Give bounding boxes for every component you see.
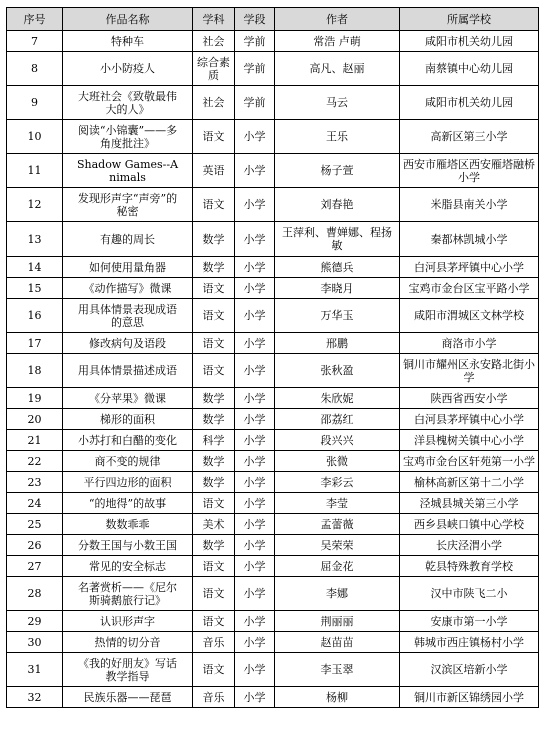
header-no: 序号 <box>7 8 63 31</box>
cell-subject: 语文 <box>193 611 235 632</box>
cell-title: 平行四边形的面积 <box>63 472 193 493</box>
cell-title: 发现形声字“声旁”的秘密 <box>63 188 193 222</box>
table-row <box>7 514 539 535</box>
cell-author: 屈金花 <box>275 556 400 577</box>
header-subject: 学科 <box>193 8 235 31</box>
cell-school: 铜川市耀州区永安路北街小学 <box>400 354 539 388</box>
cell-school: 陕西省西安小学 <box>400 388 539 409</box>
table-row <box>7 556 539 577</box>
cell-author: 荆丽丽 <box>275 611 400 632</box>
cell-subject: 语文 <box>193 333 235 354</box>
cell-author: 李晓月 <box>275 278 400 299</box>
cell-no: 25 <box>7 514 63 535</box>
cell-stage: 学前 <box>235 86 275 120</box>
cell-title: Shadow Games--Animals <box>63 154 193 188</box>
cell-no: 15 <box>7 278 63 299</box>
cell-no: 30 <box>7 632 63 653</box>
cell-no: 13 <box>7 222 63 257</box>
cell-no: 11 <box>7 154 63 188</box>
cell-title: 分数王国与小数王国 <box>63 535 193 556</box>
cell-title: 有趣的周长 <box>63 222 193 257</box>
cell-author: 马云 <box>275 86 400 120</box>
cell-author: 常浩 卢萌 <box>275 31 400 52</box>
cell-school: 南蔡镇中心幼儿园 <box>400 52 539 86</box>
cell-school: 长庆泾渭小学 <box>400 535 539 556</box>
cell-title: 用具体情景描述成语 <box>63 354 193 388</box>
cell-stage: 小学 <box>235 611 275 632</box>
cell-no: 14 <box>7 257 63 278</box>
cell-no: 22 <box>7 451 63 472</box>
cell-author: 熊德兵 <box>275 257 400 278</box>
cell-school: 泾城县城关第三小学 <box>400 493 539 514</box>
cell-subject: 数学 <box>193 409 235 430</box>
cell-author: 杨子萱 <box>275 154 400 188</box>
cell-author: 万华玉 <box>275 299 400 333</box>
cell-stage: 小学 <box>235 188 275 222</box>
header-stage: 学段 <box>235 8 275 31</box>
table-row <box>7 535 539 556</box>
cell-school: 咸阳市机关幼儿园 <box>400 86 539 120</box>
cell-author: 张秋盈 <box>275 354 400 388</box>
cell-title: 特种车 <box>63 31 193 52</box>
cell-school: 咸阳市渭城区文林学校 <box>400 299 539 333</box>
cell-title: 商不变的规律 <box>63 451 193 472</box>
cell-stage: 小学 <box>235 451 275 472</box>
cell-school: 西安市雁塔区西安雁塔融桥小学 <box>400 154 539 188</box>
table-row <box>7 31 539 52</box>
header-row <box>7 8 539 31</box>
table-row <box>7 430 539 451</box>
cell-stage: 小学 <box>235 535 275 556</box>
cell-stage: 小学 <box>235 354 275 388</box>
cell-subject: 数学 <box>193 451 235 472</box>
cell-no: 29 <box>7 611 63 632</box>
cell-author: 李彩云 <box>275 472 400 493</box>
cell-author: 朱欣妮 <box>275 388 400 409</box>
table-row <box>7 409 539 430</box>
cell-no: 16 <box>7 299 63 333</box>
cell-author: 李娜 <box>275 577 400 611</box>
cell-author: 孟蕾薇 <box>275 514 400 535</box>
cell-stage: 小学 <box>235 154 275 188</box>
cell-school: 宝鸡市金台区宝平路小学 <box>400 278 539 299</box>
cell-title: 《我的好朋友》写话教学指导 <box>63 653 193 687</box>
award-table <box>6 7 539 708</box>
cell-no: 9 <box>7 86 63 120</box>
cell-school: 米脂县南关小学 <box>400 188 539 222</box>
table-row <box>7 333 539 354</box>
cell-author: 李莹 <box>275 493 400 514</box>
cell-title: 民族乐器——琵琶 <box>63 687 193 708</box>
cell-no: 24 <box>7 493 63 514</box>
cell-title: 修改病句及语段 <box>63 333 193 354</box>
cell-title: 名著赏析——《尼尔斯骑鹅旅行记》 <box>63 577 193 611</box>
cell-stage: 小学 <box>235 278 275 299</box>
cell-stage: 小学 <box>235 388 275 409</box>
cell-subject: 语文 <box>193 188 235 222</box>
cell-subject: 数学 <box>193 257 235 278</box>
cell-author: 王乐 <box>275 120 400 154</box>
cell-stage: 小学 <box>235 556 275 577</box>
table-row <box>7 577 539 611</box>
table-row <box>7 472 539 493</box>
cell-stage: 小学 <box>235 653 275 687</box>
document-page <box>6 7 539 708</box>
cell-author: 赵苗苗 <box>275 632 400 653</box>
table-row <box>7 451 539 472</box>
cell-title: 梯形的面积 <box>63 409 193 430</box>
cell-no: 17 <box>7 333 63 354</box>
cell-school: 高新区第三小学 <box>400 120 539 154</box>
table-row <box>7 86 539 120</box>
cell-school: 宝鸡市金台区轩苑第一小学 <box>400 451 539 472</box>
cell-subject: 数学 <box>193 388 235 409</box>
table-row <box>7 120 539 154</box>
cell-stage: 小学 <box>235 687 275 708</box>
table-row <box>7 257 539 278</box>
cell-no: 26 <box>7 535 63 556</box>
cell-school: 乾县特殊教育学校 <box>400 556 539 577</box>
cell-school: 铜川市新区锦绣园小学 <box>400 687 539 708</box>
table-row <box>7 653 539 687</box>
cell-no: 21 <box>7 430 63 451</box>
cell-subject: 英语 <box>193 154 235 188</box>
cell-subject: 数学 <box>193 535 235 556</box>
cell-title: 大班社会《致敬最伟大的人》 <box>63 86 193 120</box>
cell-no: 31 <box>7 653 63 687</box>
table-row <box>7 388 539 409</box>
cell-school: 安康市第一小学 <box>400 611 539 632</box>
table-row <box>7 493 539 514</box>
cell-stage: 小学 <box>235 430 275 451</box>
cell-stage: 小学 <box>235 472 275 493</box>
cell-author: 高凡、赵丽 <box>275 52 400 86</box>
cell-author: 吴荣荣 <box>275 535 400 556</box>
cell-school: 咸阳市机关幼儿园 <box>400 31 539 52</box>
cell-no: 8 <box>7 52 63 86</box>
cell-author: 王萍利、曹婵娜、程扬敏 <box>275 222 400 257</box>
cell-no: 28 <box>7 577 63 611</box>
cell-title: 用具体情景表现成语的意思 <box>63 299 193 333</box>
cell-no: 10 <box>7 120 63 154</box>
cell-subject: 美术 <box>193 514 235 535</box>
table-row <box>7 611 539 632</box>
cell-stage: 小学 <box>235 493 275 514</box>
cell-title: 热情的切分音 <box>63 632 193 653</box>
cell-subject: 综合素质 <box>193 52 235 86</box>
cell-subject: 语文 <box>193 493 235 514</box>
table-row <box>7 354 539 388</box>
cell-school: 商洛市小学 <box>400 333 539 354</box>
header-title: 作品名称 <box>63 8 193 31</box>
cell-stage: 小学 <box>235 577 275 611</box>
cell-stage: 小学 <box>235 333 275 354</box>
cell-author: 杨柳 <box>275 687 400 708</box>
cell-subject: 社会 <box>193 31 235 52</box>
cell-subject: 音乐 <box>193 632 235 653</box>
cell-no: 27 <box>7 556 63 577</box>
cell-subject: 数学 <box>193 222 235 257</box>
header-school: 所属学校 <box>400 8 539 31</box>
cell-stage: 学前 <box>235 31 275 52</box>
cell-author: 邢鹏 <box>275 333 400 354</box>
cell-subject: 音乐 <box>193 687 235 708</box>
table-row <box>7 687 539 708</box>
cell-school: 韩城市西庄镇杨村小学 <box>400 632 539 653</box>
cell-subject: 语文 <box>193 299 235 333</box>
cell-no: 20 <box>7 409 63 430</box>
table-row <box>7 278 539 299</box>
cell-school: 白河县茅坪镇中心小学 <box>400 257 539 278</box>
cell-title: 小小防疫人 <box>63 52 193 86</box>
cell-stage: 小学 <box>235 514 275 535</box>
table-row <box>7 154 539 188</box>
table-row <box>7 188 539 222</box>
table-row <box>7 52 539 86</box>
cell-title: 《动作描写》微课 <box>63 278 193 299</box>
cell-stage: 小学 <box>235 120 275 154</box>
cell-school: 汉滨区培新小学 <box>400 653 539 687</box>
cell-school: 白河县茅坪镇中心小学 <box>400 409 539 430</box>
cell-school: 榆林高新区第十二小学 <box>400 472 539 493</box>
cell-subject: 语文 <box>193 556 235 577</box>
cell-school: 汉中市陕飞二小 <box>400 577 539 611</box>
cell-title: 如何使用量角器 <box>63 257 193 278</box>
cell-no: 18 <box>7 354 63 388</box>
cell-title: “的地得”的故事 <box>63 493 193 514</box>
cell-school: 秦都林凯城小学 <box>400 222 539 257</box>
cell-author: 张微 <box>275 451 400 472</box>
table-row <box>7 222 539 257</box>
cell-no: 19 <box>7 388 63 409</box>
cell-subject: 语文 <box>193 653 235 687</box>
cell-subject: 社会 <box>193 86 235 120</box>
cell-no: 23 <box>7 472 63 493</box>
cell-subject: 科学 <box>193 430 235 451</box>
cell-no: 32 <box>7 687 63 708</box>
cell-subject: 语文 <box>193 354 235 388</box>
cell-subject: 数学 <box>193 472 235 493</box>
cell-subject: 语文 <box>193 278 235 299</box>
cell-author: 李玉翠 <box>275 653 400 687</box>
cell-subject: 语文 <box>193 120 235 154</box>
cell-title: 常见的安全标志 <box>63 556 193 577</box>
cell-school: 西乡县峡口镇中心学校 <box>400 514 539 535</box>
cell-title: 小苏打和白醋的变化 <box>63 430 193 451</box>
cell-stage: 小学 <box>235 257 275 278</box>
cell-school: 洋县槐树关镇中心小学 <box>400 430 539 451</box>
cell-stage: 小学 <box>235 299 275 333</box>
cell-title: 《分苹果》微课 <box>63 388 193 409</box>
header-author: 作者 <box>275 8 400 31</box>
cell-title: 阅读“小锦囊”——多角度批注》 <box>63 120 193 154</box>
cell-title: 数数乖乖 <box>63 514 193 535</box>
cell-no: 12 <box>7 188 63 222</box>
table-row <box>7 299 539 333</box>
cell-stage: 小学 <box>235 222 275 257</box>
cell-author: 段兴兴 <box>275 430 400 451</box>
cell-stage: 学前 <box>235 52 275 86</box>
cell-stage: 小学 <box>235 409 275 430</box>
cell-no: 7 <box>7 31 63 52</box>
cell-author: 刘春艳 <box>275 188 400 222</box>
table-row <box>7 632 539 653</box>
cell-stage: 小学 <box>235 632 275 653</box>
cell-title: 认识形声字 <box>63 611 193 632</box>
cell-author: 邵荔红 <box>275 409 400 430</box>
cell-subject: 语文 <box>193 577 235 611</box>
